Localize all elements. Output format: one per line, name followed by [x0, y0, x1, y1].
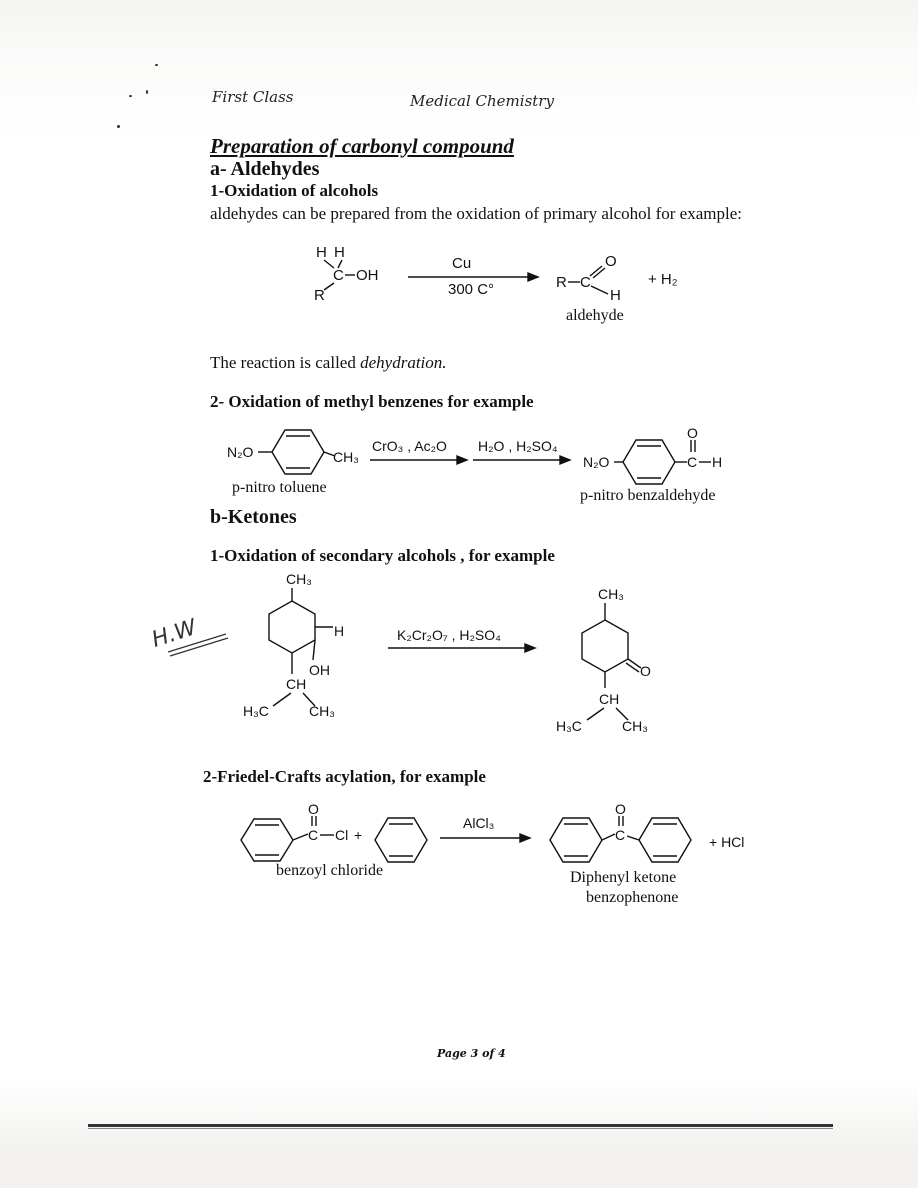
- svg-text:OH: OH: [309, 662, 330, 678]
- speck: [129, 95, 132, 97]
- reagent-temperature: 300 C°: [448, 281, 495, 298]
- svg-text:CH₃: CH₃: [309, 703, 335, 719]
- page-title: Preparation of carbonyl compound: [210, 134, 514, 158]
- benzophenone-label: benzophenone: [586, 889, 679, 906]
- svg-text:O: O: [605, 253, 617, 270]
- svg-text:H: H: [334, 244, 345, 261]
- svg-text:O: O: [308, 801, 319, 817]
- svg-text:C: C: [615, 827, 626, 843]
- diphenyl-ketone-label: Diphenyl ketone: [570, 869, 677, 886]
- svg-text:OH: OH: [356, 267, 379, 284]
- reaction-secondary-alcohol-oxidation: [235, 568, 675, 736]
- reaction-alcohol-oxidation: [300, 240, 700, 310]
- svg-text:CH₃: CH₃: [622, 718, 648, 734]
- reagent-cu: Cu: [452, 255, 472, 272]
- byproduct-hcl: + HCl: [709, 834, 745, 850]
- section-b-heading: b-Ketones: [210, 506, 297, 528]
- reagent-dichromate: K₂Cr₂O₇ , H₂SO₄: [397, 627, 501, 643]
- dehydration-term: dehydration.: [360, 353, 447, 372]
- speck: [155, 64, 158, 66]
- svg-text:H: H: [712, 454, 723, 470]
- section-a-heading: a- Aldehydes: [210, 158, 320, 180]
- svg-text:H₃C: H₃C: [556, 718, 582, 734]
- p-nitrobenzaldehyde-label: p-nitro benzaldehyde: [580, 487, 716, 504]
- header-left: First Class: [212, 88, 294, 106]
- svg-text:H: H: [610, 287, 621, 304]
- svg-text:H₃C: H₃C: [243, 703, 269, 719]
- reagent-alcl3: AlCl₃: [463, 815, 495, 831]
- svg-text:+: +: [354, 827, 363, 843]
- bottom-rule: [88, 1124, 833, 1127]
- svg-text:C: C: [333, 267, 344, 284]
- bottom-rule-shadow: [88, 1128, 833, 1129]
- benzoyl-chloride-label: benzoyl chloride: [276, 862, 384, 879]
- header-right: Medical Chemistry: [410, 92, 554, 110]
- svg-text:H: H: [334, 623, 345, 639]
- svg-text:C: C: [687, 454, 698, 470]
- svg-text:C: C: [308, 827, 319, 843]
- reagent-h2so4: H₂O , H₂SO₄: [478, 438, 558, 454]
- svg-text:CH: CH: [286, 676, 307, 692]
- byproduct-h2: + H₂: [648, 271, 678, 288]
- dehydration-note: [210, 352, 447, 373]
- page-number: Page 3 of 4: [437, 1047, 506, 1060]
- section-b1-heading: 1-Oxidation of secondary alcohols , for example: [210, 546, 555, 565]
- svg-text:CH₃: CH₃: [333, 449, 359, 465]
- p-nitrotoluene-label: p-nitro toluene: [232, 479, 327, 496]
- svg-text:R: R: [314, 287, 325, 304]
- svg-text:R: R: [556, 274, 567, 291]
- reagent-cro3: CrO₃ , Ac₂O: [372, 438, 447, 454]
- aldehyde-label: aldehyde: [566, 307, 624, 324]
- handwritten-note-text: H.W: [148, 615, 200, 653]
- svg-text:O: O: [615, 801, 626, 817]
- speck: [117, 125, 120, 128]
- section-a1-text: aldehydes can be prepared from the oxidation of primary alcohol for example:: [210, 204, 742, 223]
- section-b2-heading: 2-Friedel-Crafts acylation, for example: [203, 767, 486, 786]
- svg-text:CH₃: CH₃: [286, 571, 312, 587]
- handwritten-note: [146, 610, 236, 660]
- section-a2-heading: 2- Oxidation of methyl benzenes for example: [210, 392, 534, 411]
- svg-text:O: O: [687, 425, 698, 441]
- reaction-friedel-crafts: [238, 800, 768, 870]
- dehydration-note-prefix: The reaction is called: [210, 353, 356, 372]
- svg-text:H: H: [316, 244, 327, 261]
- svg-text:O: O: [640, 663, 651, 679]
- svg-text:CH: CH: [599, 691, 620, 707]
- section-a1-heading: 1-Oxidation of alcohols: [210, 181, 379, 200]
- svg-text:Cl: Cl: [335, 827, 349, 843]
- svg-text:C: C: [580, 274, 591, 291]
- svg-text:CH₃: CH₃: [598, 586, 624, 602]
- svg-text:N₂O: N₂O: [227, 444, 254, 460]
- speck: [146, 90, 148, 94]
- svg-text:N₂O: N₂O: [583, 454, 610, 470]
